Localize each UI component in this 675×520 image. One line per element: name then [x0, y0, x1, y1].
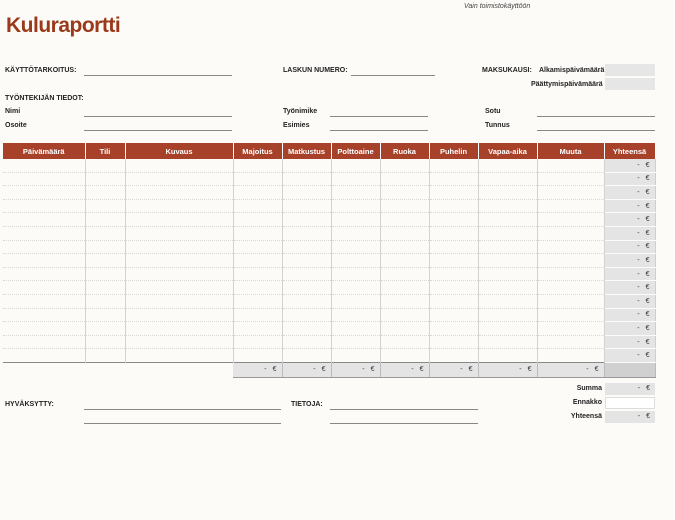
table-row: [3, 335, 655, 349]
table-cell[interactable]: [537, 322, 604, 336]
row-total-cell: - €: [604, 281, 655, 295]
approved-field-1[interactable]: [84, 409, 281, 410]
row-total-cell: - €: [604, 226, 655, 240]
column-total-cell: - €: [429, 362, 478, 377]
table-cell[interactable]: [282, 349, 331, 363]
table-cell[interactable]: [85, 199, 125, 213]
table-cell[interactable]: [85, 267, 125, 281]
department-field[interactable]: [537, 116, 655, 117]
table-cell[interactable]: [429, 199, 478, 213]
table-cell[interactable]: [85, 226, 125, 240]
id-label: Tunnus: [485, 122, 510, 129]
table-cell[interactable]: [478, 226, 537, 240]
table-cell[interactable]: [478, 199, 537, 213]
address-label: Osoite: [5, 122, 27, 129]
job-title-label: Työnimike: [283, 108, 318, 115]
table-cell[interactable]: [537, 294, 604, 308]
table-cell[interactable]: [282, 254, 331, 268]
table-cell[interactable]: [380, 172, 429, 186]
invoice-number-field[interactable]: [351, 75, 435, 76]
column-header: Muuta: [537, 143, 604, 159]
notes-label: TIETOJA:: [291, 401, 323, 408]
row-total-cell: - €: [604, 308, 655, 322]
table-cell[interactable]: [380, 267, 429, 281]
table-cell[interactable]: [429, 213, 478, 227]
table-cell[interactable]: [3, 322, 85, 336]
total-value: - €: [605, 411, 655, 423]
table-row: [3, 240, 655, 254]
table-cell[interactable]: [478, 308, 537, 322]
table-cell[interactable]: [331, 199, 380, 213]
table-cell[interactable]: [478, 349, 537, 363]
table-row: [3, 213, 655, 227]
table-cell[interactable]: [537, 172, 604, 186]
job-title-field[interactable]: [330, 116, 428, 117]
table-cell[interactable]: [233, 240, 282, 254]
column-header: Yhteensä: [604, 143, 655, 159]
table-cell[interactable]: [478, 159, 537, 172]
approved-label: HYVÄKSYTTY:: [5, 401, 54, 408]
table-cell[interactable]: [331, 349, 380, 363]
table-cell[interactable]: [233, 281, 282, 295]
table-cell[interactable]: [478, 267, 537, 281]
name-field[interactable]: [84, 116, 232, 117]
notes-field-2[interactable]: [330, 423, 478, 424]
table-cell[interactable]: [429, 172, 478, 186]
table-cell[interactable]: [331, 186, 380, 200]
table-row: [3, 322, 655, 336]
purpose-label: KÄYTTÖTARKOITUS:: [5, 67, 77, 74]
column-header: Tili: [85, 143, 125, 159]
table-row: [3, 349, 655, 363]
table-cell[interactable]: [125, 349, 233, 363]
table-cell[interactable]: [537, 226, 604, 240]
table-cell[interactable]: [233, 159, 282, 172]
start-date-field[interactable]: [605, 64, 655, 76]
table-cell[interactable]: [478, 240, 537, 254]
table-cell[interactable]: [85, 213, 125, 227]
column-header: Polttoaine: [331, 143, 380, 159]
column-header: Päivämäärä: [3, 143, 85, 159]
column-total-cell: - €: [537, 362, 604, 377]
department-label: Sotu: [485, 108, 501, 115]
table-cell[interactable]: [85, 294, 125, 308]
table-cell[interactable]: [429, 308, 478, 322]
table-cell[interactable]: [125, 308, 233, 322]
table-cell[interactable]: [331, 254, 380, 268]
table-cell[interactable]: [282, 226, 331, 240]
table-cell[interactable]: [3, 159, 85, 172]
table-cell[interactable]: [380, 240, 429, 254]
table-cell[interactable]: [233, 349, 282, 363]
advance-label: Ennakko: [572, 399, 602, 406]
table-cell[interactable]: [380, 281, 429, 295]
table-row: [3, 294, 655, 308]
subtotal-label: Summa: [576, 385, 602, 392]
table-cell[interactable]: [537, 159, 604, 172]
row-total-cell: - €: [604, 186, 655, 200]
name-label: Nimi: [5, 108, 21, 115]
table-cell[interactable]: [380, 199, 429, 213]
table-cell[interactable]: [282, 308, 331, 322]
table-cell[interactable]: [85, 159, 125, 172]
table-cell[interactable]: [380, 322, 429, 336]
row-total-cell: - €: [604, 199, 655, 213]
table-cell[interactable]: [85, 349, 125, 363]
table-cell[interactable]: [429, 294, 478, 308]
table-cell[interactable]: [331, 213, 380, 227]
table-cell[interactable]: [429, 267, 478, 281]
table-cell[interactable]: [429, 186, 478, 200]
table-cell[interactable]: [282, 172, 331, 186]
table-cell[interactable]: [282, 240, 331, 254]
table-cell[interactable]: [537, 213, 604, 227]
table-cell[interactable]: [233, 213, 282, 227]
invoice-number-label: LASKUN NUMERO:: [283, 67, 348, 74]
column-header: Matkustus: [282, 143, 331, 159]
notes-field-1[interactable]: [330, 409, 478, 410]
table-row: [3, 199, 655, 213]
office-use-only-note: Vain toimistokäyttöön: [464, 3, 531, 10]
expense-table: [3, 143, 656, 378]
table-cell[interactable]: [429, 159, 478, 172]
table-row: [3, 172, 655, 186]
table-cell[interactable]: [282, 335, 331, 349]
table-cell[interactable]: [3, 281, 85, 295]
advance-field[interactable]: [605, 397, 655, 409]
table-cell[interactable]: [125, 172, 233, 186]
row-total-cell: - €: [604, 159, 655, 172]
table-cell[interactable]: [282, 186, 331, 200]
table-cell[interactable]: [233, 294, 282, 308]
table-cell[interactable]: [85, 172, 125, 186]
table-cell[interactable]: [3, 213, 85, 227]
table-cell[interactable]: [537, 240, 604, 254]
id-field[interactable]: [537, 130, 655, 131]
table-cell[interactable]: [3, 226, 85, 240]
employee-info-label: TYÖNTEKIJÄN TIEDOT:: [5, 95, 84, 102]
column-totals-row: [3, 362, 655, 377]
table-row: [3, 281, 655, 295]
table-cell[interactable]: [537, 349, 604, 363]
table-cell[interactable]: [331, 308, 380, 322]
table-cell[interactable]: [537, 186, 604, 200]
table-cell[interactable]: [233, 254, 282, 268]
grand-total-cell: [604, 362, 655, 377]
column-header: Vapaa-aika: [478, 143, 537, 159]
table-cell[interactable]: [125, 335, 233, 349]
table-cell[interactable]: [125, 213, 233, 227]
subtotal-value: - €: [605, 383, 655, 395]
table-cell[interactable]: [85, 240, 125, 254]
table-cell[interactable]: [125, 322, 233, 336]
table-cell[interactable]: [282, 294, 331, 308]
table-cell[interactable]: [380, 226, 429, 240]
table-cell[interactable]: [429, 322, 478, 336]
start-date-label: Alkamispäivämäärä: [539, 67, 605, 74]
table-cell[interactable]: [282, 199, 331, 213]
table-cell[interactable]: [125, 199, 233, 213]
row-total-cell: - €: [604, 294, 655, 308]
total-label: Yhteensä: [570, 413, 602, 420]
row-total-cell: - €: [604, 172, 655, 186]
table-cell[interactable]: [3, 240, 85, 254]
end-date-label: Päättymispäivämäärä: [531, 81, 603, 88]
table-cell[interactable]: [537, 254, 604, 268]
table-cell[interactable]: [125, 240, 233, 254]
table-row: [3, 186, 655, 200]
table-cell[interactable]: [3, 308, 85, 322]
table-cell[interactable]: [537, 199, 604, 213]
table-cell[interactable]: [380, 308, 429, 322]
table-cell[interactable]: [3, 199, 85, 213]
table-cell[interactable]: [3, 349, 85, 363]
table-cell[interactable]: [3, 335, 85, 349]
table-cell[interactable]: [85, 186, 125, 200]
table-cell[interactable]: [429, 349, 478, 363]
table-cell[interactable]: [380, 349, 429, 363]
table-cell[interactable]: [380, 159, 429, 172]
column-header: Kuvaus: [125, 143, 233, 159]
table-cell[interactable]: [537, 335, 604, 349]
table-cell[interactable]: [233, 186, 282, 200]
table-cell[interactable]: [3, 254, 85, 268]
table-cell[interactable]: [429, 226, 478, 240]
column-total-cell: - €: [478, 362, 537, 377]
table-cell[interactable]: [380, 213, 429, 227]
table-cell[interactable]: [85, 254, 125, 268]
table-cell[interactable]: [380, 186, 429, 200]
table-cell[interactable]: [478, 186, 537, 200]
table-row: [3, 226, 655, 240]
page-title: Kuluraportti: [6, 14, 121, 37]
table-cell[interactable]: [233, 199, 282, 213]
table-cell[interactable]: [429, 254, 478, 268]
table-row: [3, 308, 655, 322]
table-cell[interactable]: [125, 186, 233, 200]
table-cell[interactable]: [125, 226, 233, 240]
table-cell[interactable]: [478, 213, 537, 227]
table-cell[interactable]: [331, 240, 380, 254]
column-total-cell: - €: [380, 362, 429, 377]
table-cell[interactable]: [429, 335, 478, 349]
table-cell[interactable]: [233, 267, 282, 281]
table-cell[interactable]: [429, 240, 478, 254]
row-total-cell: - €: [604, 240, 655, 254]
table-cell[interactable]: [282, 281, 331, 295]
table-cell[interactable]: [331, 322, 380, 336]
table-cell[interactable]: [478, 335, 537, 349]
purpose-field[interactable]: [84, 75, 232, 76]
table-cell[interactable]: [233, 226, 282, 240]
column-header: Majoitus: [233, 143, 282, 159]
table-cell[interactable]: [3, 186, 85, 200]
table-row: [3, 159, 655, 172]
row-total-cell: - €: [604, 349, 655, 363]
manager-label: Esimies: [283, 122, 310, 129]
table-cell[interactable]: [380, 254, 429, 268]
table-cell[interactable]: [282, 213, 331, 227]
table-cell[interactable]: [85, 281, 125, 295]
table-cell[interactable]: [233, 322, 282, 336]
column-total-cell: - €: [331, 362, 380, 377]
table-cell[interactable]: [537, 308, 604, 322]
table-cell[interactable]: [331, 281, 380, 295]
pay-period-label: MAKSUKAUSI:: [482, 67, 532, 74]
table-cell[interactable]: [3, 294, 85, 308]
row-total-cell: - €: [604, 213, 655, 227]
row-total-cell: - €: [604, 322, 655, 336]
column-total-cell: - €: [282, 362, 331, 377]
row-total-cell: - €: [604, 267, 655, 281]
table-cell[interactable]: [331, 335, 380, 349]
table-cell[interactable]: [429, 281, 478, 295]
table-cell[interactable]: [125, 159, 233, 172]
table-cell[interactable]: [478, 322, 537, 336]
row-total-cell: - €: [604, 335, 655, 349]
table-row: [3, 267, 655, 281]
table-cell[interactable]: [125, 294, 233, 308]
table-cell[interactable]: [537, 267, 604, 281]
table-cell[interactable]: [478, 294, 537, 308]
table-cell[interactable]: [537, 281, 604, 295]
row-total-cell: - €: [604, 254, 655, 268]
column-total-cell: - €: [233, 362, 282, 377]
table-cell[interactable]: [85, 322, 125, 336]
manager-field[interactable]: [330, 130, 428, 131]
table-cell[interactable]: [331, 267, 380, 281]
table-cell[interactable]: [233, 335, 282, 349]
table-cell[interactable]: [282, 267, 331, 281]
address-field[interactable]: [84, 130, 232, 131]
table-cell[interactable]: [125, 254, 233, 268]
table-cell[interactable]: [331, 226, 380, 240]
table-cell[interactable]: [282, 159, 331, 172]
table-cell[interactable]: [3, 172, 85, 186]
end-date-field[interactable]: [605, 78, 655, 90]
column-header: Puhelin: [429, 143, 478, 159]
table-cell[interactable]: [3, 267, 85, 281]
approved-field-2[interactable]: [84, 423, 281, 424]
table-cell[interactable]: [478, 281, 537, 295]
column-header: Ruoka: [380, 143, 429, 159]
table-cell[interactable]: [125, 267, 233, 281]
table-row: [3, 254, 655, 268]
table-cell[interactable]: [233, 308, 282, 322]
table-cell[interactable]: [85, 335, 125, 349]
table-cell[interactable]: [331, 294, 380, 308]
table-header-row: [3, 143, 655, 159]
totals-spacer: [3, 362, 233, 377]
table-cell[interactable]: [282, 322, 331, 336]
table-cell[interactable]: [380, 294, 429, 308]
table-cell[interactable]: [478, 172, 537, 186]
table-cell[interactable]: [331, 172, 380, 186]
table-cell[interactable]: [85, 308, 125, 322]
table-cell[interactable]: [380, 335, 429, 349]
table-cell[interactable]: [125, 281, 233, 295]
table-cell[interactable]: [478, 254, 537, 268]
table-cell[interactable]: [331, 159, 380, 172]
table-cell[interactable]: [233, 172, 282, 186]
